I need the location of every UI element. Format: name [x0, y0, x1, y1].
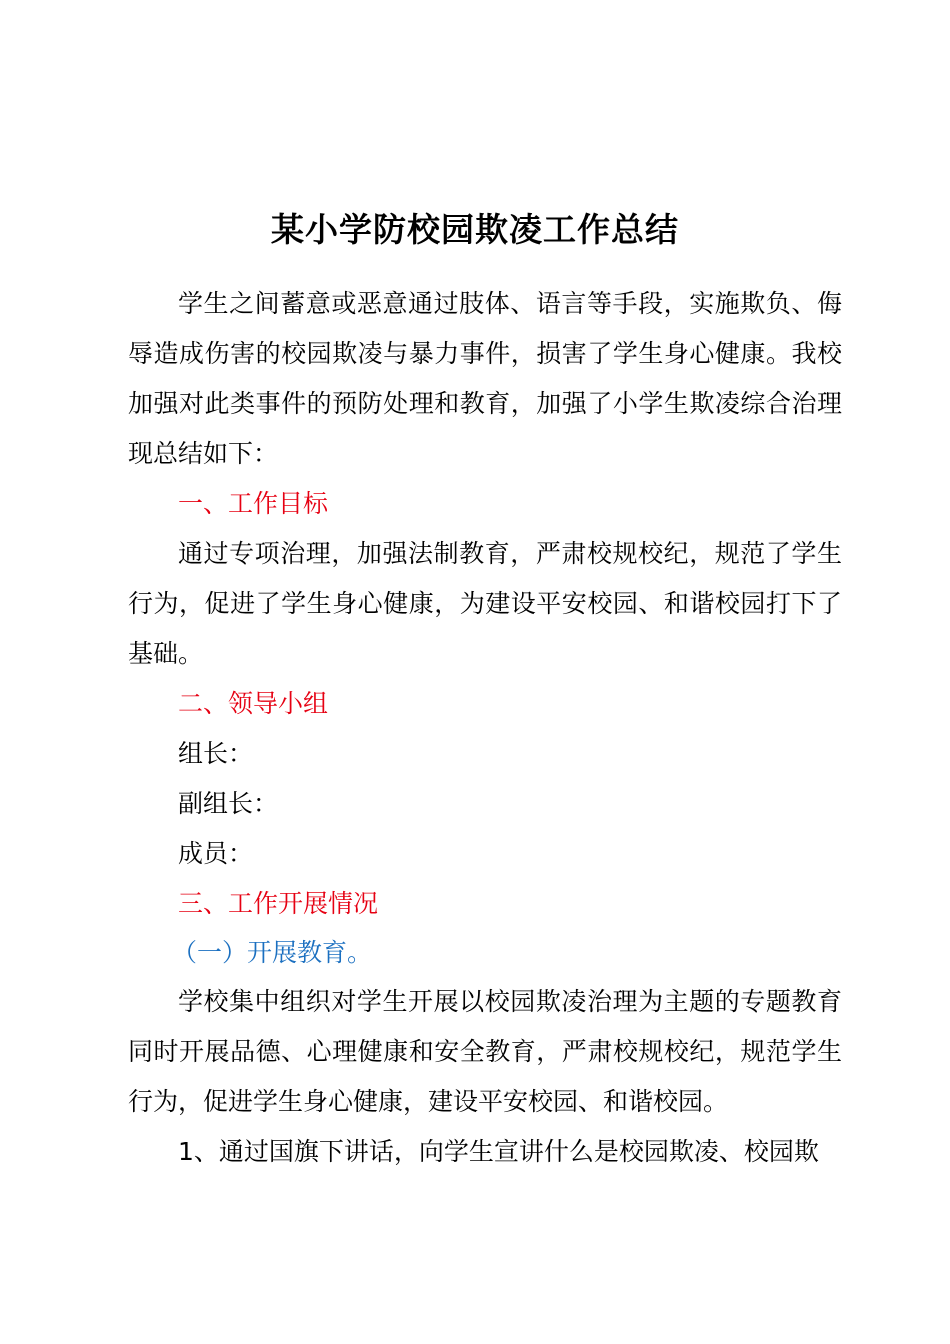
- intro-line-4: 现总结如下：: [128, 439, 279, 468]
- section3-line-2: 同时开展品德、心理健康和安全教育，严肃校规校纪，规范学生: [128, 1037, 842, 1066]
- section3-item-1: 1、通过国旗下讲话，向学生宣讲什么是校园欺凌、校园欺: [178, 1137, 819, 1166]
- section1-line-1: 通过专项治理，加强法制教育，严肃校规校纪，规范了学生: [178, 539, 842, 568]
- leader-label: 组长：: [178, 739, 254, 768]
- section3-line-1: 学校集中组织对学生开展以校园欺凌治理为主题的专题教育: [178, 987, 842, 1016]
- intro-line-1: 学生之间蓄意或恶意通过肢体、语言等手段，实施欺负、侮: [178, 289, 842, 318]
- intro-line-2: 辱造成伤害的校园欺凌与暴力事件，损害了学生身心健康。我校: [128, 339, 842, 368]
- section3-sub1-heading: （一）开展教育。: [172, 938, 373, 967]
- section1-line-2: 行为，促进了学生身心健康，为建设平安校园、和谐校园打下了: [128, 589, 842, 618]
- section3-line-3: 行为，促进学生身心健康，建设平安校园、和谐校园。: [128, 1087, 729, 1116]
- section2-heading: 二、领导小组: [178, 689, 329, 718]
- document-title: 某小学防校园欺凌工作总结: [271, 210, 679, 249]
- section1-line-3: 基础。: [128, 639, 204, 668]
- members-label: 成员：: [178, 839, 254, 868]
- section1-heading: 一、工作目标: [178, 489, 329, 518]
- intro-line-3: 加强对此类事件的预防处理和教育，加强了小学生欺凌综合治理: [128, 389, 842, 418]
- section3-heading: 三、工作开展情况: [178, 889, 379, 918]
- deputy-leader-label: 副组长：: [178, 789, 279, 818]
